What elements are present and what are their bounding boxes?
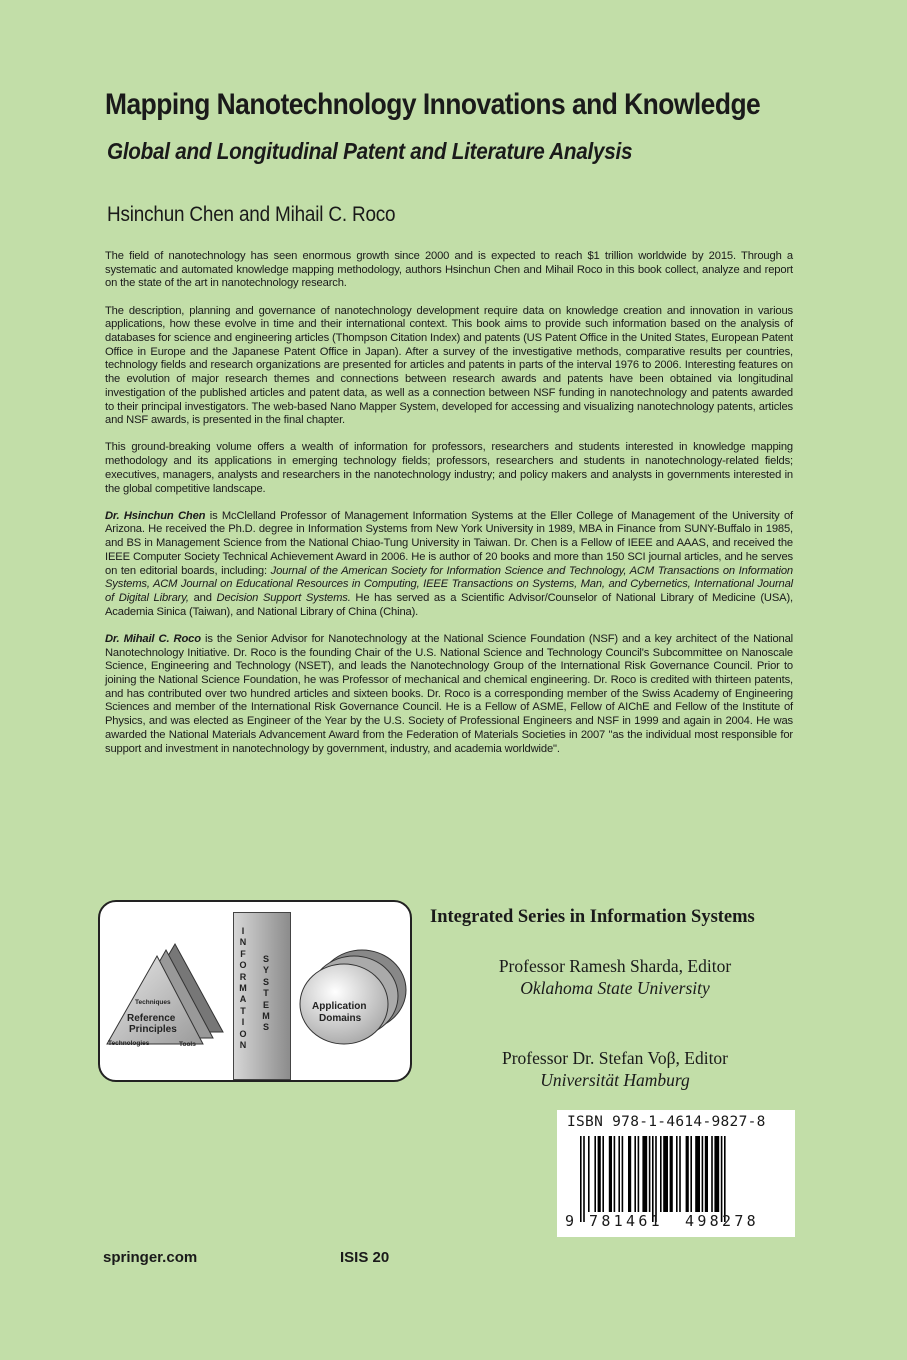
logo-letter: I [241,1017,245,1028]
barcode-bar [622,1136,624,1212]
editor-2-affiliation: Universität Hamburg [540,1070,690,1090]
series-volume: ISIS 20 [340,1249,390,1266]
barcode-bar [724,1136,726,1222]
editor-1 [430,955,800,999]
logo-letter: E [262,999,269,1010]
barcode-bar [628,1136,631,1212]
barcode-bar [676,1136,678,1212]
book-title: Mapping Nanotechnology Innovations and Knowledge [105,88,761,121]
logo-letter: S [262,1022,269,1033]
barcode-bar [660,1136,662,1212]
book-subtitle: Global and Longitudinal Patent and Literature Analysis [107,138,633,164]
bio-chen-dss: Decision Support Systems. [216,591,351,604]
logo-letter: S [262,976,269,987]
bio-chen [105,510,793,620]
principles-label: Principles [129,1024,177,1035]
barcode-bar [711,1136,713,1212]
editor-1-affiliation: Oklahoma State University [520,978,710,998]
domains-label: Domains [319,1013,362,1024]
information-letters [237,926,249,1051]
logo-letter: T [263,988,269,999]
bio-roco [105,633,793,756]
bio-roco-name: Dr. Mihail C. Roco [105,632,201,645]
reference-label: Reference [127,1013,176,1024]
barcode-bar [588,1136,590,1212]
ean-first-digit: 9 [565,1212,575,1230]
ean-left-digits: 781461 [589,1212,663,1230]
barcode-bar [602,1136,604,1212]
logo-letter: M [239,983,247,994]
bio-chen-and: and [188,591,217,604]
barcode-bar [609,1136,612,1212]
barcode-bar [583,1136,585,1222]
series-logo [98,900,412,1082]
barcode-bar [642,1136,647,1212]
description-paragraph-1: The field of nanotechnology has seen enormous growth since 2000 and is expected to reach $1 trillion worldwide by 2015. Through a systematic and automated knowledge mapping methodology, authors Hsinchun Chen and Mihail Roco in this book collect, analyze and report on the state of the art in nanotechnology research. [105,250,793,290]
logo-letter: S [262,954,269,964]
barcode-bar [714,1136,719,1212]
bio-roco-text: is the Senior Advisor for Nanotechnology at the National Science Foundation (NSF) and a key architect of the National Nanotechnology Initiative. Dr. Roco is the founding Chair of the U.S. National Science and Technology Council's Subcommittee on Nanoscale Science, Engineering and Technology (NSET), and leads the Nanotechnology Group of the International Risk Governance Council. Prior to joining the National Science Foundation, he was Professor of mechanical and chemical engineering. Dr. Roco is credited with thirteen patents, and has contributed over two hundred articles and sixteen books. Dr. Roco is a corresponding member of the Swiss Academy of Engineering Sciences and member of the International Risk Governance Council. He is a Fellow of ASME, Fellow of AIChE and Fellow of the Institute of Physics, and was elected as Engineer of the Year by the U.S. Society of Professional Engineers and NSF in 1999 and again in 2004. He was awarded the National Materials Advancement Award from the Federation of Materials Societies in 2007 "as the individual most responsible for support and investment in nanotechnology by government, industry, and academia worldwide". [105,632,793,755]
bio-chen-journals: Journal of the American Society for Information Science and Technology, ACM Transactions on Information Systems, ACM Journal on Educational Resources in Computing, IEEE Transactions on Systems, Man, and Cybernetics, International Journal of Digital Library, [105,564,793,604]
logo-letter: Y [262,965,269,976]
isbn-number: ISBN 978-1-4614-9827-8 [567,1114,766,1130]
barcode-bar [679,1136,681,1212]
logo-letter: I [241,926,245,936]
back-cover-text [105,250,793,770]
barcode-bar [702,1136,704,1212]
bio-chen-text-2: He has served as a Scientific Advisor/Counselor of National Library of Medicine (USA), Academia Sinica (Taiwan), and National Library of China (China). [105,591,794,618]
barcode-bar [695,1136,700,1212]
barcode-bar [580,1136,582,1222]
book-authors: Hsinchun Chen and Mihail C. Roco [107,203,396,226]
barcode-bar [598,1136,601,1212]
barcode-bar [614,1136,616,1212]
logo-letter: R [239,971,247,982]
barcode-bar [652,1136,654,1222]
barcode-bar [634,1136,636,1212]
systems-letters [260,954,272,1034]
barcode-bars [580,1136,780,1224]
barcode-bar [618,1136,620,1212]
application-label: Application [312,1001,367,1012]
logo-letter: N [239,937,247,948]
barcode-bar [686,1136,689,1212]
logo-letter: M [262,1011,270,1022]
barcode-bar [690,1136,692,1212]
description-paragraph-2: The description, planning and governance of nanotechnology development require data on knowledge creation and innovation in various applications, how these evolve in time and their international context. This book aims to provide such information based on the analysis of databases for science and engineering articles (Thompson Citation Index) and patents (US Patent Office in the United States, European Patent Office in Europe and the Japanese Patent Office in Japan). After a survey of the investigative methods, comparative results per countries, technology fields and research organizations are presented for articles and patents in parts of the interval 1976 to 2006. Interesting features on the evolution of major research themes and connections between research awards and patents have been obtained via longitudinal investigation of the published articles and patent data, as well as a connection between NSF funding in nanotechnology and patents awarded to their principal investigators. The web-based Nano Mapper System, developed for accessing and visualizing nanotechnology patents, articles and NSF awards, is presented in the final chapter. [105,304,793,427]
editor-2-name: Professor Dr. Stefan Voβ, Editor [501,1048,729,1068]
logo-letter: N [239,1040,247,1051]
logo-letter: A [239,994,247,1005]
barcode-bar [705,1136,708,1212]
bio-chen-name: Dr. Hsinchun Chen [105,509,206,522]
barcode-bar [670,1136,673,1212]
bio-chen-text-1: is McClelland Professor of Management Information Systems at the Eller College of Management of the University of Arizona. He received the Ph.D. degree in Information Systems from New York University in 1989, MBA in Finance from SUNY-Buffalo in 1985, and BS in Management Science from the National Chiao-Tung University in Taiwan. Dr. Chen is a Fellow of IEEE and AAAS, and received the IEEE Computer Society Technical Achievement Award in 2006. He is author of 20 books and more than 150 SCI journal articles, and he serves on ten editorial boards, including: [105,509,793,577]
technologies-label: Technologies [108,1040,150,1047]
series-title: Integrated Series in Information Systems [430,907,755,927]
publisher-website[interactable]: springer.com [103,1249,198,1266]
barcode-bar [663,1136,668,1212]
ean-right-digits: 498278 [685,1212,759,1230]
description-paragraph-3: This ground-breaking volume offers a wealth of information for professors, researchers and students interested in knowledge mapping methodology and its applications in emerging technology fields; professors, researchers and students in nanotechnology-related fields; executives, managers, analysts and researchers in the nanotechnology industry; and policy makers and analysts in governments interested in the global competitive landscape. [105,441,793,495]
logo-letter: O [239,960,247,971]
barcode-bar [721,1136,723,1222]
barcode-bar [594,1136,596,1212]
logo-letter: T [240,1005,246,1016]
isbn-barcode [557,1110,795,1237]
editor-2 [430,1047,800,1091]
tools-label: Tools [179,1041,196,1048]
barcode-bar [649,1136,651,1212]
logo-letter: O [239,1028,247,1039]
editor-1-name: Professor Ramesh Sharda, Editor [498,956,732,976]
barcode-bar [638,1136,640,1212]
logo-letter: F [240,948,246,959]
barcode-bar [655,1136,657,1222]
techniques-label: Techniques [135,999,171,1006]
